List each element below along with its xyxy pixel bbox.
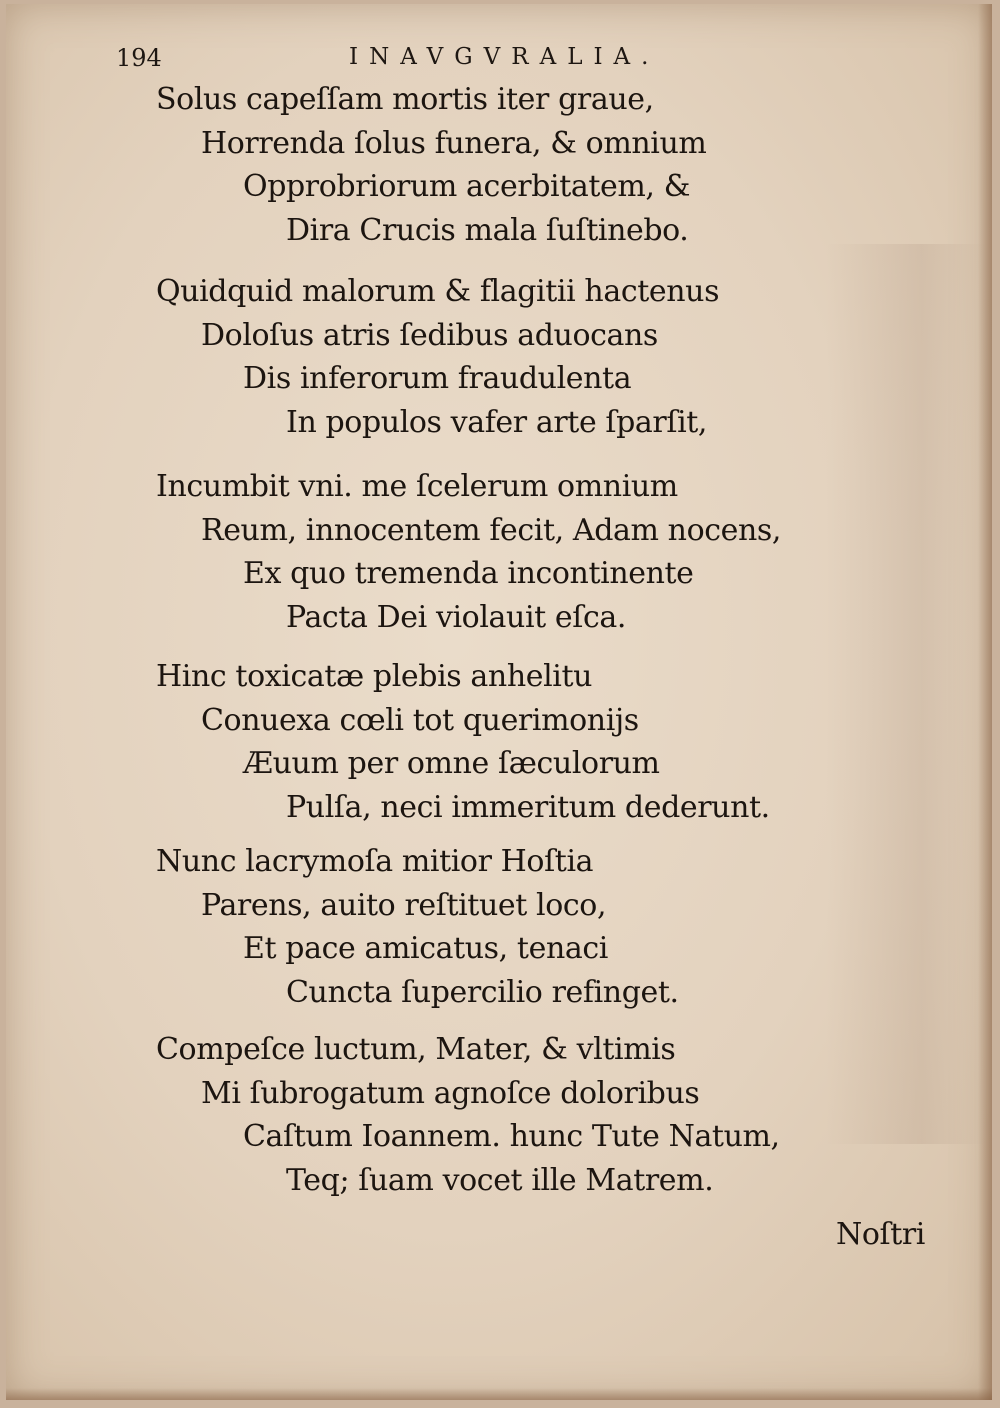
page-edge-right	[978, 4, 992, 1400]
verse-line: Opprobriorum acerbitatem, &	[243, 169, 691, 204]
verse-line: Nunc lacrymoſa mitior Hoſtia	[156, 844, 594, 879]
running-title: INAVGVRALIA.	[349, 44, 660, 70]
verse-line: Dira Crucis mala ſuſtinebo.	[286, 213, 689, 248]
verse-line: Doloſus atris ſedibus aduocans	[201, 318, 658, 353]
verse-line: Compeſce luctum, Mater, & vltimis	[156, 1032, 676, 1067]
verse-line: Incumbit vni. me ſcelerum omnium	[156, 469, 678, 504]
verse-line: Ex quo tremenda incontinente	[243, 556, 694, 591]
verse-line: Æuum per omne ſæculorum	[243, 746, 660, 781]
verse-line: Cuncta ſupercilio refinget.	[286, 975, 679, 1010]
verse-line: Mi ſubrogatum agnoſce doloribus	[201, 1076, 700, 1111]
verse-line: Dis inferorum fraudulenta	[243, 361, 632, 396]
verse-line: Hinc toxicatæ plebis anhelitu	[156, 659, 593, 694]
verse-line: Solus capeſſam mortis iter graue,	[156, 82, 654, 117]
book-page	[6, 4, 992, 1400]
verse-line: Pulſa, neci immeritum dederunt.	[286, 790, 770, 825]
verse-line: Conuexa cœli tot querimonijs	[201, 703, 639, 738]
verse-line: Reum, innocentem fecit, Adam nocens,	[201, 513, 782, 548]
verse-line: Caſtum Ioannem. hunc Tute Natum,	[243, 1119, 780, 1154]
show-through-shadow	[826, 244, 986, 1144]
verse-line: Horrenda ſolus funera, & omnium	[201, 126, 707, 161]
verse-line: Quidquid malorum & flagitii hactenus	[156, 274, 720, 309]
page-edge-bottom	[6, 1388, 992, 1400]
verse-line: In populos vafer arte ſparſit,	[286, 405, 708, 440]
page-number: 194	[116, 44, 162, 72]
catchword: Noſtri	[836, 1217, 926, 1252]
verse-line: Et pace amicatus, tenaci	[243, 931, 608, 966]
verse-line: Teq; ſuam vocet ille Matrem.	[286, 1163, 714, 1198]
verse-line: Parens, auito reſtituet loco,	[201, 888, 607, 923]
verse-line: Pacta Dei violauit eſca.	[286, 600, 627, 635]
